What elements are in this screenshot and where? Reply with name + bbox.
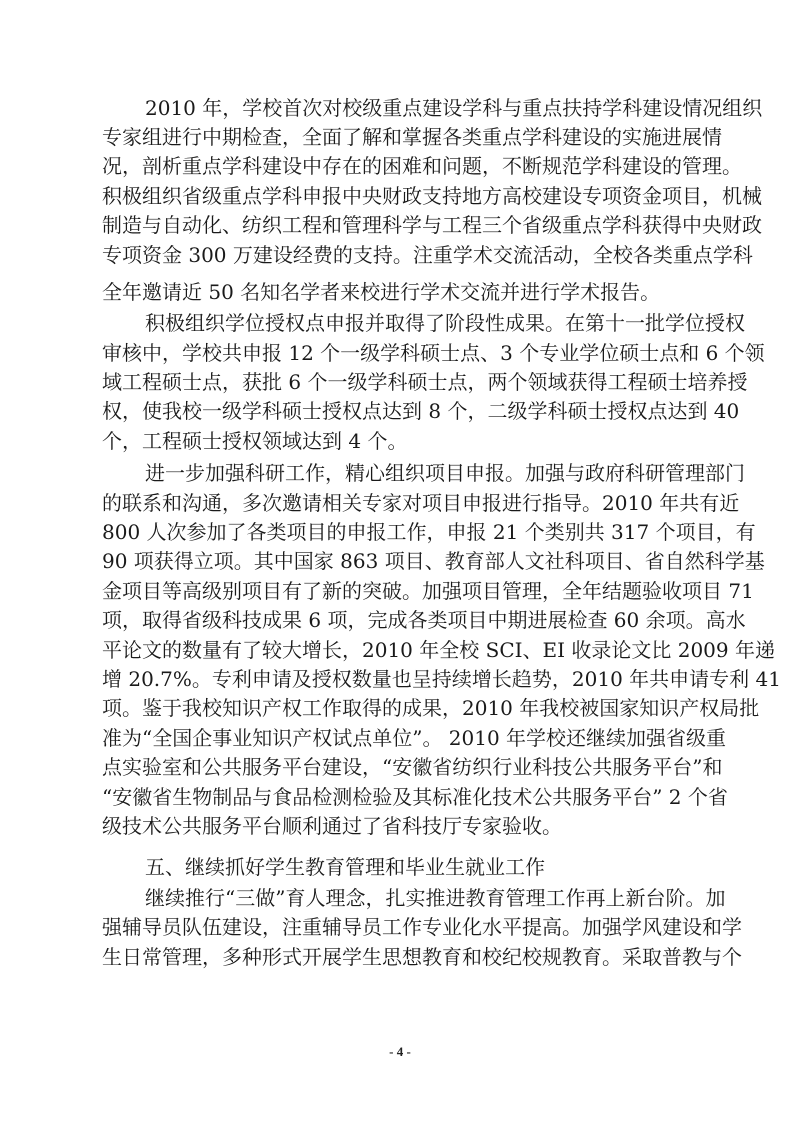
text-line: 继续推行“三做”育人理念，扎实推进教育管理工作再上新台阶。加 [145,886,726,910]
text-line: 审核中，学校共申报 12 个一级学科硕士点、3 个专业学位硕士点和 6 个领 [102,341,765,365]
page-number: - 4 - [389,1044,411,1059]
text-line: “安徽省生物制品与食品检测检验及其标准化技术公共服务平台” 2 个省 [102,785,728,809]
text-line: 项。鉴于我校知识产权工作取得的成果，2010 年我校被国家知识产权局批 [102,696,760,720]
section-heading: 五、继续抓好学生教育管理和毕业生就业工作 [145,855,545,879]
text-line: 域工程硕士点，获批 6 个一级学科硕士点，两个领域获得工程硕士培养授 [102,370,748,394]
text-line: 个，工程硕士授权领域达到 4 个。 [102,429,408,453]
text-line: 积极组织学位授权点申报并取得了阶段性成果。在第十一批学位授权 [145,311,745,335]
text-line: 90 项获得立项。其中国家 863 项目、教育部人文社科项目、省自然科学基 [102,549,765,573]
text-line: 制造与自动化、纺织工程和管理科学与工程三个省级重点学科获得中央财政 [102,213,762,237]
text-line: 全年邀请近 50 名知名学者来校进行学术交流并进行学术报告。 [102,280,661,304]
text-line: 2010 年，学校首次对校级重点建设学科与重点扶持学科建设情况组织 [145,96,763,120]
text-line: 况，剖析重点学科建设中存在的困难和问题，不断规范学科建设的管理。 [102,154,742,178]
text-line: 金项目等高级别项目有了新的突破。加强项目管理，全年结题验收项目 71 [102,579,754,603]
text-line: 的联系和沟通，多次邀请相关专家对项目申报进行指导。2010 年共有近 [102,491,740,515]
text-line: 权，使我校一级学科硕士授权点达到 8 个，二级学科硕士授权点达到 40 [102,399,740,423]
text-line: 平论文的数量有了较大增长，2010 年全校 SCI、EI 收录论文比 2009 年递 [102,638,775,662]
text-line: 800 人次参加了各类项目的申报工作，申报 21 个类别共 317 个项目，有 [102,520,756,544]
text-line: 准为“全国企事业知识产权试点单位”。 2010 年学校还继续加强省级重 [102,726,727,750]
text-line: 项，取得省级科技成果 6 项，完成各类项目中期进展检查 60 余项。高水 [102,608,746,632]
text-line: 积极组织省级重点学科申报中央财政支持地方高校建设专项资金项目，机械 [102,184,762,208]
text-line: 生日常管理，多种形式开展学生思想教育和校纪校规教育。采取普教与个 [102,945,742,969]
text-line: 级技术公共服务平台顺利通过了省科技厅专家验收。 [102,814,562,838]
text-line: 点实验室和公共服务平台建设，“安徽省纺织行业科技公共服务平台”和 [102,755,723,779]
text-line: 专家组进行中期检查，全面了解和掌握各类重点学科建设的实施进展情 [102,125,722,149]
text-line: 增 20.7%。专利申请及授权数量也呈持续增长趋势，2010 年共申请专利 41 [102,667,781,691]
text-line: 强辅导员队伍建设，注重辅导员工作专业化水平提高。加强学风建设和学 [102,915,742,939]
text-line: 进一步加强科研工作，精心组织项目申报。加强与政府科研管理部门 [145,461,745,485]
text-line: 专项资金 300 万建设经费的支持。注重学术交流活动，全校各类重点学科 [102,243,753,267]
